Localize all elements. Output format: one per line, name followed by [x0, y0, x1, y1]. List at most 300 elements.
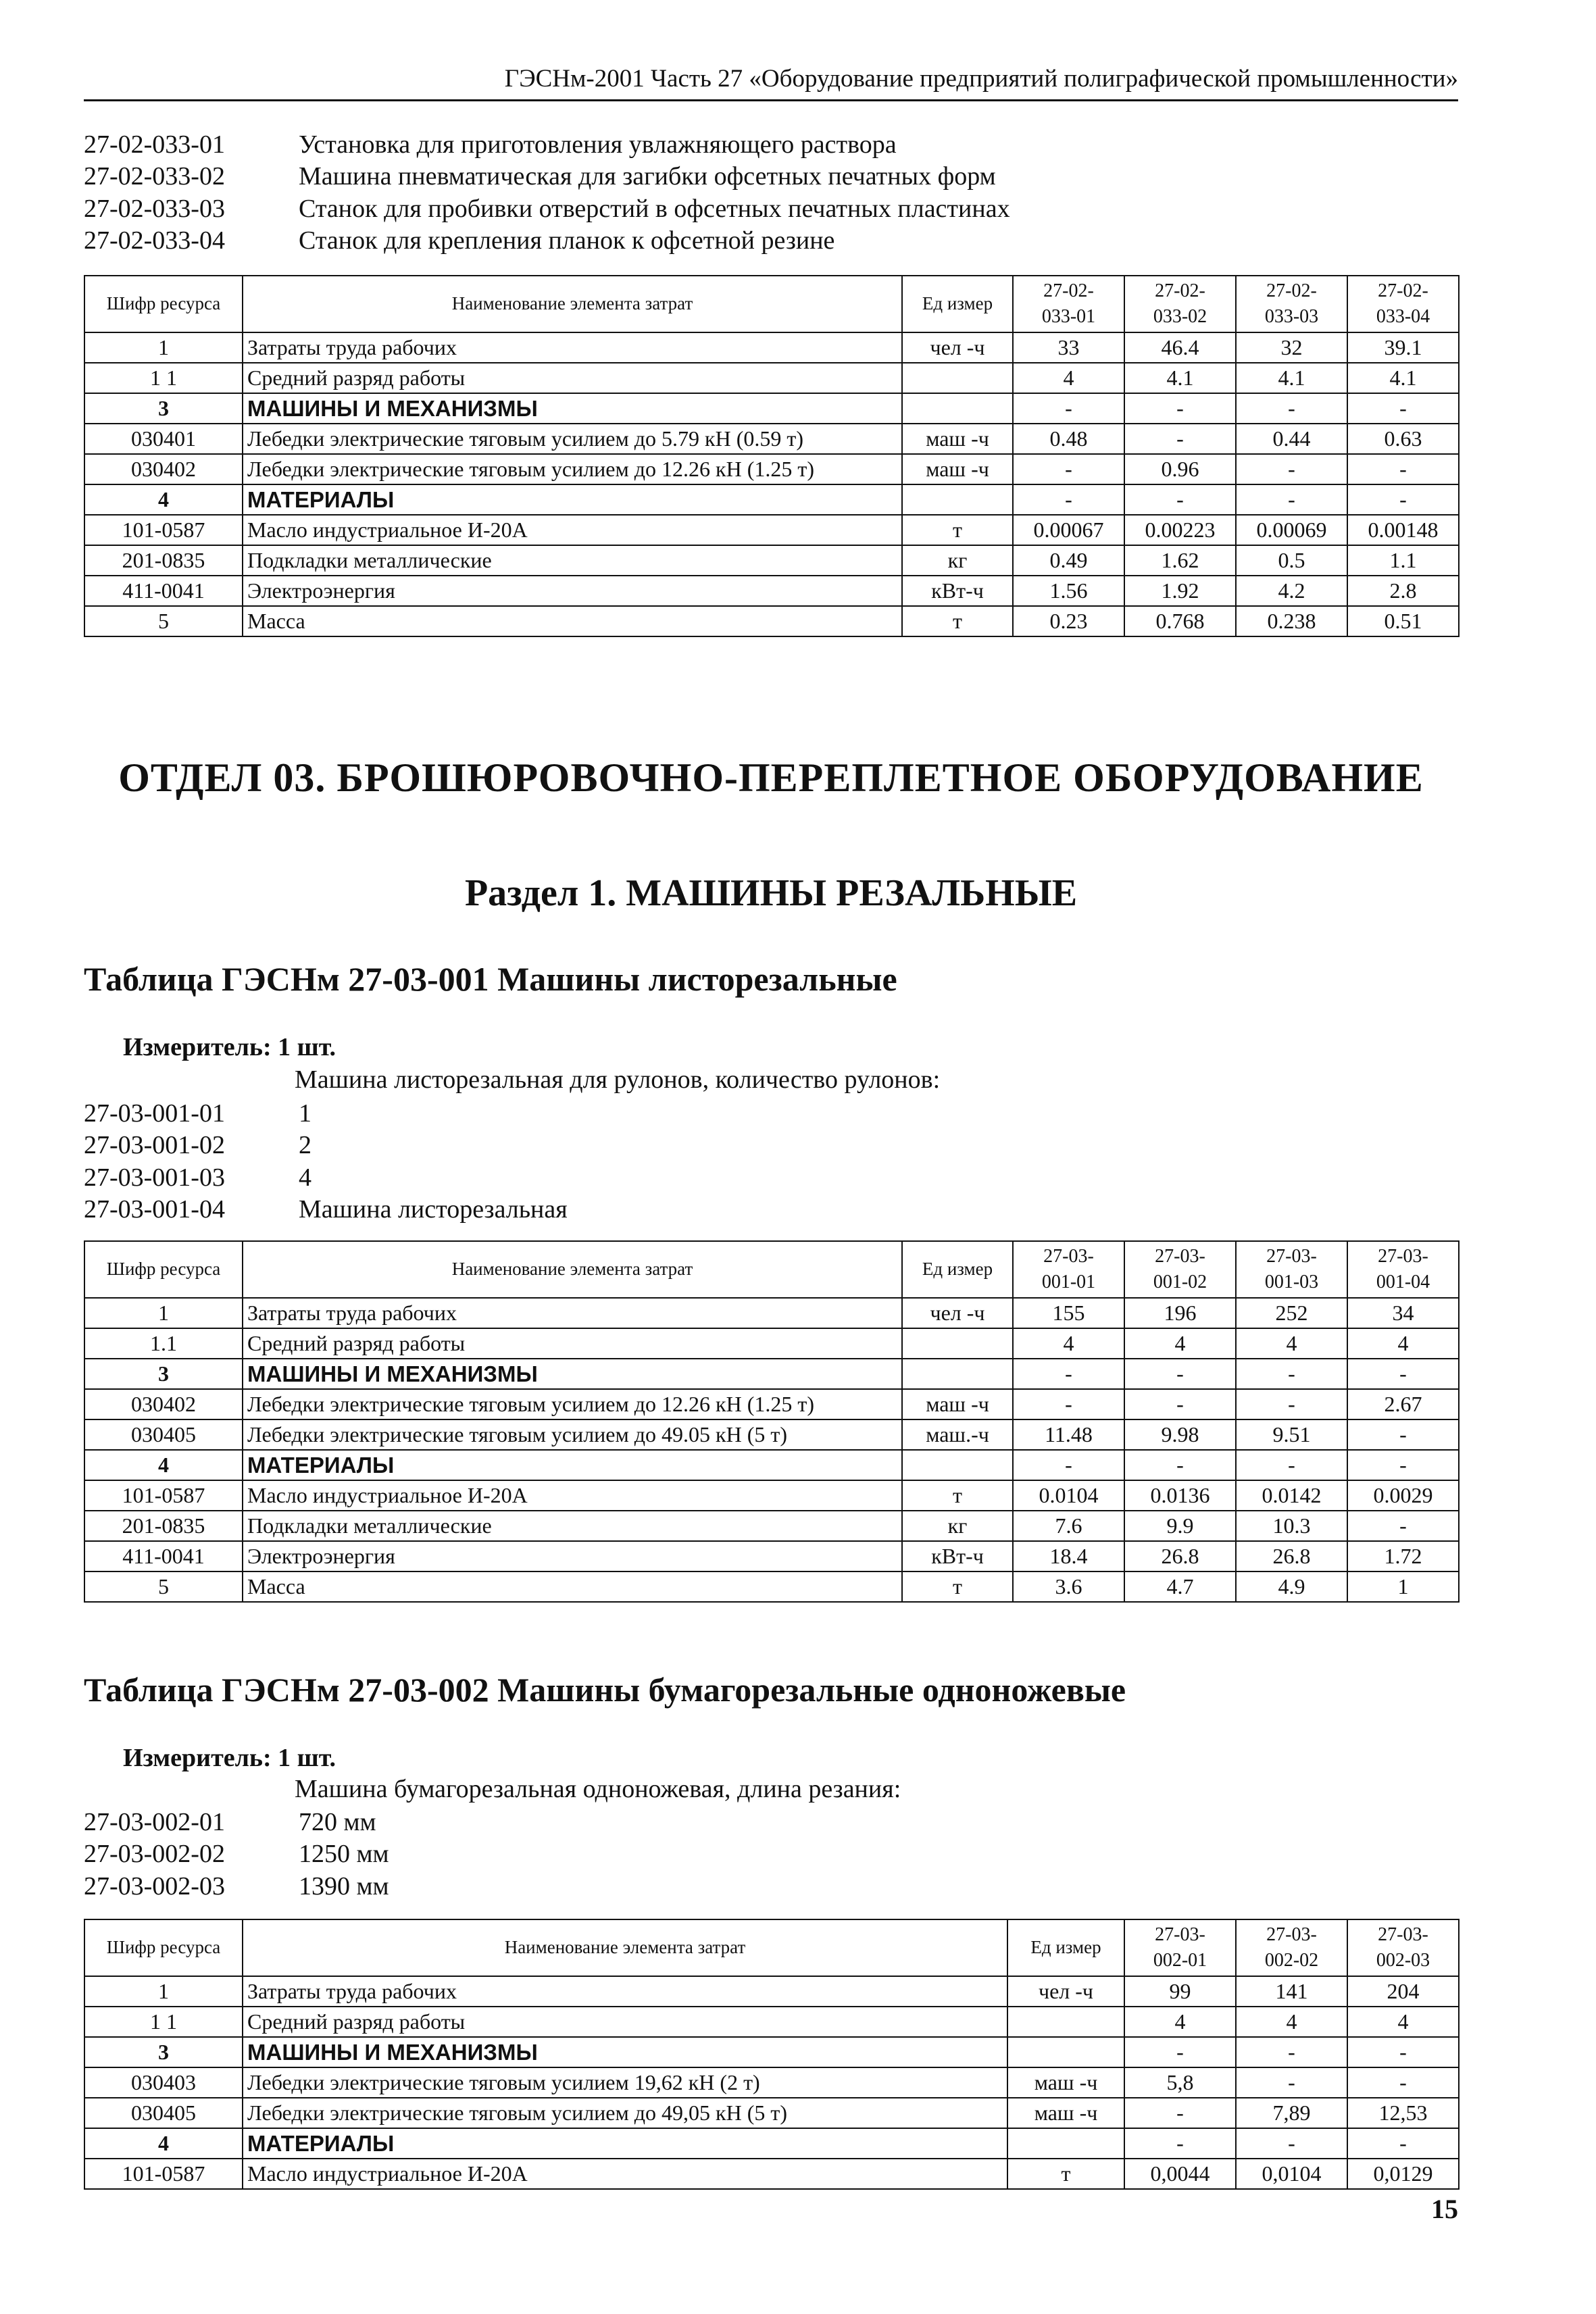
- resource-code: 27-03-001-04: [84, 1195, 225, 1224]
- norm-code-part: 002-03: [1376, 1950, 1430, 1971]
- row-unit: [902, 1450, 1013, 1480]
- row-name: Масло индустриальное И-20А: [243, 515, 902, 545]
- norm-code-part: 27-03-: [1378, 1924, 1428, 1946]
- row-value: -: [1236, 484, 1347, 515]
- row-value: -: [1236, 1389, 1347, 1419]
- resource-code: 27-02-033-04: [84, 226, 225, 255]
- row-value: 2.8: [1347, 576, 1459, 606]
- resource-code: 27-03-002-01: [84, 1807, 225, 1836]
- row-value: 18.4: [1013, 1541, 1124, 1571]
- code-description: Установка для приготовления увлажняющего раствора: [299, 130, 897, 159]
- row-name: Лебедки электрические тяговым усилием до 49.05 кН (5 т): [243, 1419, 902, 1450]
- row-code: 1: [84, 1298, 243, 1328]
- table-row: [84, 2128, 1459, 2159]
- row-unit: чел -ч: [1007, 1976, 1124, 2007]
- row-name: Подкладки металлические: [243, 1511, 902, 1541]
- row-value: -: [1347, 1511, 1459, 1541]
- row-value: 2.67: [1347, 1389, 1459, 1419]
- row-value: 32: [1236, 332, 1347, 363]
- code-description: Станок для крепления планок к офсетной резине: [299, 226, 835, 255]
- row-unit: маш -ч: [902, 454, 1013, 484]
- row-name: Затраты труда рабочих: [243, 1298, 902, 1328]
- norm-code-part: 033-02: [1153, 306, 1207, 327]
- row-value: 141: [1236, 1976, 1347, 2007]
- row-name: Средний разряд работы: [243, 2007, 1007, 2037]
- row-name: Лебедки электрические тяговым усилием до 12.26 кН (1.25 т): [243, 454, 902, 484]
- norm-table-27-03-001: [84, 1240, 1460, 1603]
- row-value: -: [1347, 1450, 1459, 1480]
- table-row: [84, 1419, 1459, 1450]
- table-row: [84, 2037, 1459, 2067]
- row-value: 3.6: [1013, 1571, 1124, 1602]
- norm-code-part: 001-04: [1376, 1272, 1430, 1292]
- row-name: Лебедки электрические тяговым усилием 19,62 кН (2 т): [243, 2067, 1007, 2098]
- table-row: [84, 1298, 1459, 1328]
- code-row: [84, 1194, 568, 1226]
- row-value: -: [1124, 424, 1236, 454]
- row-name: Затраты труда рабочих: [243, 332, 902, 363]
- row-value: 0.0104: [1013, 1480, 1124, 1511]
- norm-code-part: 27-03-: [1043, 1246, 1094, 1267]
- code-description: 2: [299, 1131, 311, 1160]
- row-value: -: [1124, 2128, 1236, 2159]
- row-value: 196: [1124, 1298, 1236, 1328]
- table-row: [84, 1450, 1459, 1480]
- row-value: 0,0129: [1347, 2159, 1459, 2189]
- row-value: 4: [1236, 2007, 1347, 2037]
- row-code: 030403: [84, 2067, 243, 2098]
- table-row: [84, 1541, 1459, 1571]
- row-value: 39.1: [1347, 332, 1459, 363]
- row-unit: чел -ч: [902, 332, 1013, 363]
- norm-code-part: 27-03-: [1155, 1924, 1205, 1946]
- table-title-27-03-001: Таблица ГЭСНм 27-03-001 Машины листорезальные: [84, 960, 897, 998]
- row-value: 5,8: [1124, 2067, 1236, 2098]
- norm-code-part: 033-01: [1041, 306, 1096, 327]
- norm-code-part: 27-02-: [1155, 280, 1205, 302]
- row-unit: кг: [902, 1511, 1013, 1541]
- row-value: -: [1236, 1450, 1347, 1480]
- norm-code-part: 27-02-: [1266, 280, 1317, 302]
- header-unit: Ед измер: [902, 1241, 1013, 1298]
- row-unit: кг: [902, 545, 1013, 576]
- code-row: [84, 128, 1010, 161]
- header-norm-code: [1347, 276, 1459, 332]
- row-value: -: [1013, 1389, 1124, 1419]
- table-row: [84, 1328, 1459, 1359]
- top-code-list: [84, 128, 1010, 257]
- code-row: [84, 1806, 389, 1838]
- norm-table-27-03-002: [84, 1919, 1460, 2190]
- row-code: 030402: [84, 1389, 243, 1419]
- row-value: 4: [1347, 2007, 1459, 2037]
- row-value: 10.3: [1236, 1511, 1347, 1541]
- table-row: [84, 576, 1459, 606]
- table-row: [84, 1511, 1459, 1541]
- row-value: 0.48: [1013, 424, 1124, 454]
- row-value: -: [1236, 2067, 1347, 2098]
- header-norm-code: [1013, 276, 1124, 332]
- table-row: [84, 393, 1459, 424]
- row-name: МАТЕРИАЛЫ: [243, 2128, 1007, 2159]
- row-code: 1 1: [84, 363, 243, 393]
- norm-code-part: 033-03: [1264, 306, 1319, 327]
- table-title-27-03-002: Таблица ГЭСНм 27-03-002 Машины бумагорезальные одноножевые: [84, 1671, 1126, 1709]
- row-value: 1.1: [1347, 545, 1459, 576]
- row-unit: [902, 1328, 1013, 1359]
- table-row: [84, 1359, 1459, 1389]
- row-code: 4: [84, 1450, 243, 1480]
- table-row: [84, 363, 1459, 393]
- header-norm-code: [1124, 276, 1236, 332]
- department-title: ОТДЕЛ 03. БРОШЮРОВОЧНО-ПЕРЕПЛЕТНОЕ ОБОРУДОВАНИЕ: [118, 755, 1424, 800]
- code-description: Станок для пробивки отверстий в офсетных печатных пластинах: [299, 194, 1010, 223]
- row-code: 1: [84, 1976, 243, 2007]
- meter-description: Машина бумагорезальная одноножевая, длина резания:: [295, 1775, 901, 1803]
- norm-code-part: 27-03-: [1266, 1924, 1317, 1946]
- meter-label: Измеритель:: [123, 1744, 272, 1772]
- row-value: -: [1013, 1450, 1124, 1480]
- row-value: -: [1236, 393, 1347, 424]
- row-name: МАШИНЫ И МЕХАНИЗМЫ: [243, 1359, 902, 1389]
- row-value: -: [1347, 2067, 1459, 2098]
- resource-code: 27-03-001-03: [84, 1163, 225, 1192]
- row-value: 4: [1124, 2007, 1236, 2037]
- row-unit: маш -ч: [902, 424, 1013, 454]
- row-name: Масло индустриальное И-20А: [243, 1480, 902, 1511]
- row-code: 3: [84, 1359, 243, 1389]
- row-name: МАТЕРИАЛЫ: [243, 484, 902, 515]
- row-code: 5: [84, 606, 243, 636]
- resource-code: 27-02-033-02: [84, 162, 225, 191]
- row-value: -: [1347, 484, 1459, 515]
- meter-27-03-001: [123, 1032, 336, 1062]
- code-row: [84, 1097, 568, 1130]
- row-name: Средний разряд работы: [243, 363, 902, 393]
- row-unit: маш -ч: [902, 1389, 1013, 1419]
- table-row: [84, 2007, 1459, 2037]
- row-value: -: [1013, 393, 1124, 424]
- header-unit: Ед измер: [902, 276, 1013, 332]
- row-value: 0.00148: [1347, 515, 1459, 545]
- row-code: 101-0587: [84, 1480, 243, 1511]
- row-value: -: [1013, 1359, 1124, 1389]
- row-value: -: [1347, 393, 1459, 424]
- header-shifr: Шифр ресурса: [84, 1241, 243, 1298]
- row-unit: [902, 363, 1013, 393]
- row-value: 4.1: [1347, 363, 1459, 393]
- table-row: [84, 332, 1459, 363]
- meter-description: Машина листорезальная для рулонов, количество рулонов:: [295, 1065, 941, 1094]
- header-norm-code: [1236, 1919, 1347, 1976]
- row-code: 3: [84, 2037, 243, 2067]
- norm-code-part: 27-03-: [1378, 1246, 1428, 1267]
- header-norm-code: [1347, 1919, 1459, 1976]
- row-unit: т: [1007, 2159, 1124, 2189]
- page-number: 15: [1431, 2194, 1458, 2224]
- table-row: [84, 1480, 1459, 1511]
- meter-value: 1 шт.: [278, 1744, 336, 1772]
- code-description: 1390 мм: [299, 1871, 389, 1901]
- row-value: 0.44: [1236, 424, 1347, 454]
- row-value: 1.92: [1124, 576, 1236, 606]
- header-norm-code: [1013, 1241, 1124, 1298]
- resource-code: 27-03-001-01: [84, 1099, 225, 1128]
- row-value: 0,0044: [1124, 2159, 1236, 2189]
- table-row: [84, 484, 1459, 515]
- row-value: 7.6: [1013, 1511, 1124, 1541]
- row-unit: [1007, 2128, 1124, 2159]
- table-row: [84, 545, 1459, 576]
- row-value: 4.2: [1236, 576, 1347, 606]
- row-name: МАТЕРИАЛЫ: [243, 1450, 902, 1480]
- row-code: 030402: [84, 454, 243, 484]
- row-value: -: [1236, 1359, 1347, 1389]
- row-value: 9.51: [1236, 1419, 1347, 1450]
- row-value: 0.0142: [1236, 1480, 1347, 1511]
- row-value: 0.49: [1013, 545, 1124, 576]
- code-description: 4: [299, 1163, 311, 1192]
- table-header-row: [84, 1919, 1459, 1976]
- row-value: 155: [1013, 1298, 1124, 1328]
- row-name: Масса: [243, 1571, 902, 1602]
- row-value: 0.0136: [1124, 1480, 1236, 1511]
- row-unit: чел -ч: [902, 1298, 1013, 1328]
- row-name: Лебедки электрические тяговым усилием до 5.79 кН (0.59 т): [243, 424, 902, 454]
- row-value: 34: [1347, 1298, 1459, 1328]
- row-value: 11.48: [1013, 1419, 1124, 1450]
- row-name: Электроэнергия: [243, 1541, 902, 1571]
- code-description: 720 мм: [299, 1807, 376, 1836]
- row-value: -: [1347, 2128, 1459, 2159]
- norm-code-part: 001-02: [1153, 1272, 1207, 1292]
- row-value: 4: [1236, 1328, 1347, 1359]
- row-name: МАШИНЫ И МЕХАНИЗМЫ: [243, 2037, 1007, 2067]
- row-value: 0.00067: [1013, 515, 1124, 545]
- row-name: Масса: [243, 606, 902, 636]
- code-description: Машина листорезальная: [299, 1195, 568, 1224]
- norm-code-part: 002-02: [1264, 1950, 1319, 1971]
- row-value: 12,53: [1347, 2098, 1459, 2128]
- table-row: [84, 424, 1459, 454]
- code-description: 1: [299, 1099, 311, 1128]
- code-row: [84, 1161, 568, 1194]
- row-unit: маш -ч: [1007, 2098, 1124, 2128]
- meter-27-03-002: [123, 1743, 336, 1773]
- header-norm-code: [1347, 1241, 1459, 1298]
- row-value: -: [1124, 1389, 1236, 1419]
- row-unit: [1007, 2037, 1124, 2067]
- table-header-row: [84, 1241, 1459, 1298]
- row-unit: маш -ч: [1007, 2067, 1124, 2098]
- header-shifr: Шифр ресурса: [84, 276, 243, 332]
- row-value: -: [1124, 484, 1236, 515]
- table-row: [84, 1389, 1459, 1419]
- code-description: Машина пневматическая для загибки офсетных печатных форм: [299, 162, 996, 191]
- header-unit: Ед измер: [1007, 1919, 1124, 1976]
- resource-code: 27-03-001-02: [84, 1131, 225, 1160]
- row-code: 4: [84, 484, 243, 515]
- row-value: -: [1124, 393, 1236, 424]
- row-value: -: [1013, 484, 1124, 515]
- table-row: [84, 2159, 1459, 2189]
- row-value: 0.238: [1236, 606, 1347, 636]
- row-value: -: [1013, 454, 1124, 484]
- row-unit: [902, 484, 1013, 515]
- row-value: 0.51: [1347, 606, 1459, 636]
- row-value: 4: [1347, 1328, 1459, 1359]
- row-unit: [902, 1359, 1013, 1389]
- row-code: 1: [84, 332, 243, 363]
- code-description: 1250 мм: [299, 1840, 389, 1869]
- row-unit: [1007, 2007, 1124, 2037]
- row-value: -: [1347, 1359, 1459, 1389]
- row-code: 030405: [84, 2098, 243, 2128]
- norm-table-27-02-033: [84, 275, 1460, 637]
- row-name: Затраты труда рабочих: [243, 1976, 1007, 2007]
- row-unit: т: [902, 515, 1013, 545]
- code-list-27-03-002: [84, 1806, 389, 1903]
- row-name: Подкладки металлические: [243, 545, 902, 576]
- table-row: [84, 2067, 1459, 2098]
- table-row: [84, 1571, 1459, 1602]
- table-row: [84, 515, 1459, 545]
- meter-label: Измеритель:: [123, 1033, 272, 1061]
- header-shifr: Шифр ресурса: [84, 1919, 243, 1976]
- row-unit: кВт-ч: [902, 1541, 1013, 1571]
- row-value: 1.72: [1347, 1541, 1459, 1571]
- row-name: Лебедки электрические тяговым усилием до 49,05 кН (5 т): [243, 2098, 1007, 2128]
- row-unit: [902, 393, 1013, 424]
- row-unit: т: [902, 1571, 1013, 1602]
- row-value: 1.56: [1013, 576, 1124, 606]
- row-value: 4: [1013, 1328, 1124, 1359]
- header-name: Наименование элемента затрат: [243, 276, 902, 332]
- norm-code-part: 033-04: [1376, 306, 1430, 327]
- row-value: 33: [1013, 332, 1124, 363]
- resource-code: 27-03-002-03: [84, 1871, 225, 1901]
- table-row: [84, 2098, 1459, 2128]
- table-row: [84, 606, 1459, 636]
- table-row: [84, 454, 1459, 484]
- row-name: Электроэнергия: [243, 576, 902, 606]
- norm-code-part: 002-01: [1153, 1950, 1207, 1971]
- row-value: -: [1347, 2037, 1459, 2067]
- row-value: 4.9: [1236, 1571, 1347, 1602]
- row-value: 4.7: [1124, 1571, 1236, 1602]
- norm-code-part: 27-02-: [1043, 280, 1094, 302]
- header-norm-code: [1236, 276, 1347, 332]
- row-value: -: [1347, 454, 1459, 484]
- norm-code-part: 27-02-: [1378, 280, 1428, 302]
- row-name: Средний разряд работы: [243, 1328, 902, 1359]
- row-value: 0.96: [1124, 454, 1236, 484]
- row-value: 26.8: [1236, 1541, 1347, 1571]
- table-header-row: [84, 276, 1459, 332]
- row-value: -: [1347, 1419, 1459, 1450]
- row-value: 0.00069: [1236, 515, 1347, 545]
- code-row: [84, 161, 1010, 193]
- row-value: 0.63: [1347, 424, 1459, 454]
- row-value: 26.8: [1124, 1541, 1236, 1571]
- row-unit: т: [902, 606, 1013, 636]
- row-value: 252: [1236, 1298, 1347, 1328]
- row-value: 0.768: [1124, 606, 1236, 636]
- row-value: 0.0029: [1347, 1480, 1459, 1511]
- row-value: 4.1: [1236, 363, 1347, 393]
- row-value: 4: [1124, 1328, 1236, 1359]
- row-code: 030405: [84, 1419, 243, 1450]
- row-code: 1.1: [84, 1328, 243, 1359]
- row-value: 0.00223: [1124, 515, 1236, 545]
- resource-code: 27-03-002-02: [84, 1840, 225, 1869]
- row-value: 4.1: [1124, 363, 1236, 393]
- row-value: 99: [1124, 1976, 1236, 2007]
- row-code: 201-0835: [84, 545, 243, 576]
- row-value: -: [1124, 2037, 1236, 2067]
- page-header: ГЭСНм-2001 Часть 27 «Оборудование предприятий полиграфической промышленности»: [84, 66, 1458, 101]
- header-norm-code: [1124, 1919, 1236, 1976]
- row-value: -: [1124, 1359, 1236, 1389]
- code-row: [84, 1130, 568, 1162]
- row-value: -: [1236, 454, 1347, 484]
- row-value: 46.4: [1124, 332, 1236, 363]
- code-row: [84, 1838, 389, 1871]
- row-value: -: [1124, 1450, 1236, 1480]
- norm-code-part: 27-03-: [1155, 1246, 1205, 1267]
- header-name: Наименование элемента затрат: [243, 1241, 902, 1298]
- row-code: 5: [84, 1571, 243, 1602]
- code-list-27-03-001: [84, 1097, 568, 1226]
- row-value: 0,0104: [1236, 2159, 1347, 2189]
- row-unit: кВт-ч: [902, 576, 1013, 606]
- row-unit: маш.-ч: [902, 1419, 1013, 1450]
- code-row: [84, 1870, 389, 1903]
- row-value: 204: [1347, 1976, 1459, 2007]
- row-value: -: [1124, 2098, 1236, 2128]
- row-code: 201-0835: [84, 1511, 243, 1541]
- row-name: Масло индустриальное И-20А: [243, 2159, 1007, 2189]
- row-code: 030401: [84, 424, 243, 454]
- row-code: 101-0587: [84, 2159, 243, 2189]
- row-name: МАШИНЫ И МЕХАНИЗМЫ: [243, 393, 902, 424]
- row-value: 0.23: [1013, 606, 1124, 636]
- code-row: [84, 193, 1010, 225]
- norm-code-part: 001-01: [1041, 1272, 1096, 1292]
- row-value: -: [1236, 2128, 1347, 2159]
- row-value: 1: [1347, 1571, 1459, 1602]
- row-unit: т: [902, 1480, 1013, 1511]
- row-value: 9.9: [1124, 1511, 1236, 1541]
- norm-code-part: 001-03: [1264, 1272, 1319, 1292]
- row-code: 1 1: [84, 2007, 243, 2037]
- row-value: 1.62: [1124, 545, 1236, 576]
- header-name: Наименование элемента затрат: [243, 1919, 1007, 1976]
- meter-value: 1 шт.: [278, 1033, 336, 1061]
- resource-code: 27-02-033-01: [84, 130, 225, 159]
- row-value: 0.5: [1236, 545, 1347, 576]
- row-value: 7,89: [1236, 2098, 1347, 2128]
- row-code: 4: [84, 2128, 243, 2159]
- row-code: 411-0041: [84, 1541, 243, 1571]
- code-row: [84, 225, 1010, 257]
- row-code: 411-0041: [84, 576, 243, 606]
- row-value: 9.98: [1124, 1419, 1236, 1450]
- table-row: [84, 1976, 1459, 2007]
- row-code: 3: [84, 393, 243, 424]
- row-code: 101-0587: [84, 515, 243, 545]
- section-title: Раздел 1. МАШИНЫ РЕЗАЛЬНЫЕ: [464, 872, 1078, 914]
